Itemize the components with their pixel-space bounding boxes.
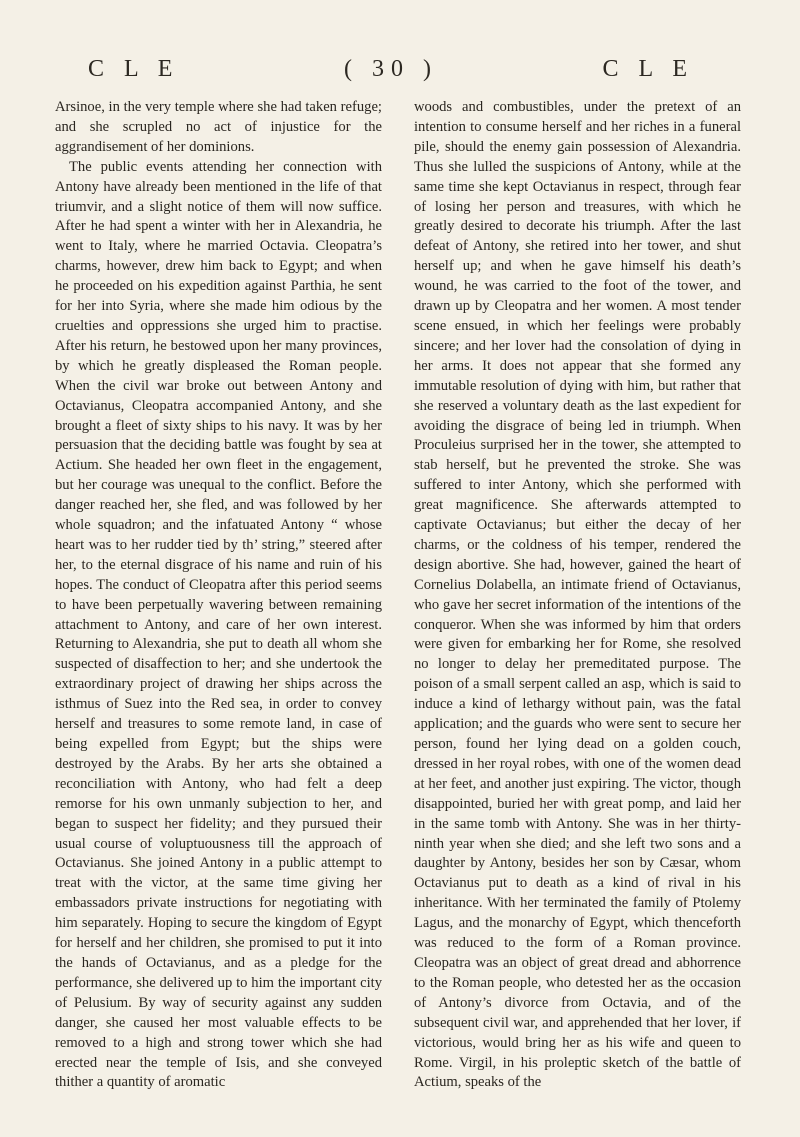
paragraph-continued: woods and combustibles, under the pretext of an intention to consume herself and her riches in a funeral pile, should the enemy gain possession of Alexandria. Thus she lulled the suspicions of Antony, while at the same time she kept Octavianus in respect, through fear of losing her person and treasures, with which he greatly desired to decorate his triumph. After the last defeat of Antony, she retired into her tower, and shut herself up; and when he gave himself his death’s wound, he was carried to the foot of the tower, and drawn up by Cleopatra and her women. A most tender scene ensued, in which her feelings were probably sincere; and her lover had the consolation of dying in her arms. It does not appear that she formed any immutable resolution of dying with him, but rather that she reserved a voluntary death as the last expedient for avoiding the disgrace of being led in triumph. When Proculeius surprised her in the tower, she attempted to stab herself, but he prevented the stroke. She was suffered to inter Antony, which she performed with great magnificence. She afterwards attempted to captivate Octavianus; but either the decay of her charms, or the coldness of his temper, rendered the design abortive. She had, however, gained the heart of Cornelius Dolabella, an intimate friend of Octavianus, who gave her secret information of the intentions of the conqueror. When she was informed by him that orders were given for embarking her for Rome, she resolved no longer to delay her premeditated purpose. The poison of a small serpent called an asp, which is said to induce a kind of lethargy without pain, was the fatal application; and the guards who were sent to secure her person, found her lying dead on a golden couch, dressed in her royal robes, with one of the women dead at her feet, and another just expiring. The victor, though disappointed, buried her with great pomp, and laid her in the same tomb with Antony. She was in her thirty-ninth year when she died; and she left two sons and a daughter by Antony, besides her son by Cæsar, whom Octavianus put to death as a kind of rival in his inheritance. With her terminated the family of Ptolemy Lagus, and the monarchy of Egypt, which thenceforth was reduced to the form of a Roman province. Cleopatra was an object of great dread and abhorrence to the Roman people, who detested her as the occasion of Antony’s divorce from Octavia, and of the subsequent civil war, and apprehended that her lover, if victorious, would bring her as his wife and queen to Rome. Virgil, in his proleptic sketch of the battle of Actium, speaks of the	[414, 99, 741, 1091]
page-number: ( 30 )	[344, 56, 438, 82]
running-head-left: C L E	[88, 56, 180, 82]
running-head-right: C L E	[602, 56, 694, 82]
text-columns	[55, 98, 741, 1093]
paragraph: The public events attending her connection with Antony have already been mentioned in the life of that triumvir, and a slight notice of them will now suffice. After he had spent a winter with her in Alexandria, he went to Italy, where he married Octavia. Cleopatra’s charms, however, drew him back to Egypt; and when he proceeded on his expedition against Parthia, he sent for her into Syria, where she made him odious by the cruelties and oppressions she urged him to practise. After his return, he bestowed upon her many provinces, by which he greatly displeased the Roman people. When the civil war broke out between Antony and Octavianus, Cleopatra accompanied Antony, and she brought a fleet of sixty ships to his navy. It was by her persuasion that the deciding battle was fought by sea at Actium. She headed her own fleet in the engagement, but her courage was unequal to the conflict. Before the danger reached her, she fled, and was followed by her whole squadron; and the infatuated Antony “ whose heart was to her rudder tied by th’ string,” steered after her, to the eternal disgrace of his name and ruin of his hopes. The conduct of Cleopatra after this period seems to have been perpetually wavering between remaining attachment to Antony, and care of her own interest. Returning to Alexandria, she put to death all whom she suspected of disaffection to her; and she undertook the extraordinary project of drawing her ships across the isthmus of Suez into the Red sea, in order to convey herself and treasures to some remote land, in case of being expelled from Egypt; but the ships were destroyed by the Arabs. By her arts she obtained a reconciliation with Antony, who had felt a deep remorse for his own unmanly subjection to her, and began to suspect her fidelity; and they pursued their usual course of voluptuousness till the approach of Octavianus. She joined Antony in a public attempt to treat with the victor, at the same time giving her embassadors private instructions for negotiating with him separately. Hoping to secure the kingdom of Egypt for herself and her children, she promised to put it into the hands of Octavianus, and as a pledge for the performance, she delivered up to him the important city of Pelusium. By way of security against any sudden danger, she caused her most valuable effects to be removed to a high and strong tower which she had erected near the temple of Isis, and she conveyed thither a quantity of aromatic	[55, 158, 382, 1091]
left-column	[55, 98, 382, 1093]
running-head	[88, 56, 694, 86]
paragraph-continued: Arsinoe, in the very temple where she had taken refuge; and she scrupled no act of injustice for the aggrandisement of her dominions.	[55, 99, 382, 155]
right-column	[414, 98, 741, 1093]
